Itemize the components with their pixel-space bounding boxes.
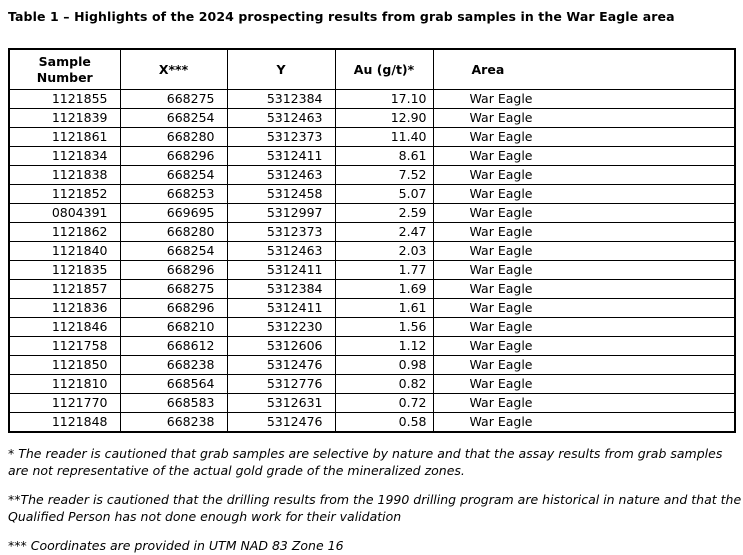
cell-area: War Eagle [433, 261, 735, 280]
footnotes-section [8, 446, 743, 555]
header-row [9, 49, 735, 90]
table-row [9, 280, 735, 299]
cell-au-grade: 17.10 [335, 90, 433, 109]
header-au-grade: Au (g/t)* [335, 49, 433, 90]
table-row [9, 242, 735, 261]
cell-x-coordinate: 668254 [120, 242, 227, 261]
cell-sample-number: 1121836 [9, 299, 120, 318]
cell-x-coordinate: 668564 [120, 375, 227, 394]
cell-x-coordinate: 668280 [120, 128, 227, 147]
footnote-grab-samples: * The reader is cautioned that grab samples are selective by nature and that the assay results from grab samples are not representative of the actual gold grade of the mineralized zones. [8, 446, 723, 478]
cell-au-grade: 5.07 [335, 185, 433, 204]
cell-area: War Eagle [433, 299, 735, 318]
table-row [9, 413, 735, 433]
table-row [9, 109, 735, 128]
footnote-coordinates: *** Coordinates are provided in UTM NAD 83 Zone 16 [8, 538, 344, 553]
cell-sample-number: 1121838 [9, 166, 120, 185]
cell-au-grade: 1.56 [335, 318, 433, 337]
cell-sample-number: 1121758 [9, 337, 120, 356]
cell-x-coordinate: 668280 [120, 223, 227, 242]
cell-sample-number: 1121770 [9, 394, 120, 413]
cell-au-grade: 1.61 [335, 299, 433, 318]
table-row [9, 147, 735, 166]
cell-au-grade: 0.98 [335, 356, 433, 375]
cell-sample-number: 1121810 [9, 375, 120, 394]
cell-y-coordinate: 5312458 [227, 185, 335, 204]
cell-y-coordinate: 5312411 [227, 299, 335, 318]
cell-area: War Eagle [433, 413, 735, 433]
header-area: Area [433, 49, 735, 90]
table-row [9, 356, 735, 375]
cell-sample-number: 1121861 [9, 128, 120, 147]
cell-sample-number: 0804391 [9, 204, 120, 223]
cell-area: War Eagle [433, 280, 735, 299]
cell-area: War Eagle [433, 356, 735, 375]
cell-sample-number: 1121834 [9, 147, 120, 166]
cell-sample-number: 1121848 [9, 413, 120, 433]
cell-x-coordinate: 668612 [120, 337, 227, 356]
cell-au-grade: 12.90 [335, 109, 433, 128]
cell-area: War Eagle [433, 337, 735, 356]
cell-sample-number: 1121855 [9, 90, 120, 109]
cell-au-grade: 2.47 [335, 223, 433, 242]
results-table [8, 48, 736, 433]
table-body [9, 90, 735, 433]
table-row [9, 90, 735, 109]
cell-x-coordinate: 668296 [120, 261, 227, 280]
cell-x-coordinate: 668254 [120, 166, 227, 185]
cell-area: War Eagle [433, 90, 735, 109]
header-x-coordinate: X*** [120, 49, 227, 90]
cell-sample-number: 1121835 [9, 261, 120, 280]
cell-sample-number: 1121840 [9, 242, 120, 261]
cell-au-grade: 1.77 [335, 261, 433, 280]
cell-y-coordinate: 5312476 [227, 356, 335, 375]
cell-y-coordinate: 5312411 [227, 261, 335, 280]
table-row [9, 337, 735, 356]
cell-y-coordinate: 5312463 [227, 166, 335, 185]
cell-x-coordinate: 669695 [120, 204, 227, 223]
cell-y-coordinate: 5312463 [227, 109, 335, 128]
cell-x-coordinate: 668275 [120, 280, 227, 299]
table-row [9, 318, 735, 337]
table-row [9, 375, 735, 394]
cell-au-grade: 8.61 [335, 147, 433, 166]
cell-au-grade: 0.82 [335, 375, 433, 394]
cell-x-coordinate: 668238 [120, 413, 227, 433]
cell-au-grade: 0.58 [335, 413, 433, 433]
cell-y-coordinate: 5312384 [227, 280, 335, 299]
table-row [9, 185, 735, 204]
cell-area: War Eagle [433, 109, 735, 128]
cell-y-coordinate: 5312631 [227, 394, 335, 413]
cell-y-coordinate: 5312384 [227, 90, 335, 109]
cell-au-grade: 2.03 [335, 242, 433, 261]
table-row [9, 204, 735, 223]
cell-x-coordinate: 668253 [120, 185, 227, 204]
table-row [9, 394, 735, 413]
cell-au-grade: 1.12 [335, 337, 433, 356]
cell-y-coordinate: 5312463 [227, 242, 335, 261]
cell-area: War Eagle [433, 147, 735, 166]
cell-y-coordinate: 5312997 [227, 204, 335, 223]
table-row [9, 223, 735, 242]
cell-x-coordinate: 668296 [120, 147, 227, 166]
cell-area: War Eagle [433, 394, 735, 413]
cell-y-coordinate: 5312776 [227, 375, 335, 394]
cell-area: War Eagle [433, 375, 735, 394]
cell-x-coordinate: 668238 [120, 356, 227, 375]
cell-y-coordinate: 5312606 [227, 337, 335, 356]
cell-x-coordinate: 668210 [120, 318, 227, 337]
cell-au-grade: 1.69 [335, 280, 433, 299]
cell-x-coordinate: 668254 [120, 109, 227, 128]
header-sample-number: Sample Number [9, 49, 120, 90]
footnote-historical-drilling: **The reader is cautioned that the drilling results from the 1990 drilling program are historical in nature and that the Qualified Person has not done enough work for their validation [8, 492, 742, 524]
cell-sample-number: 1121839 [9, 109, 120, 128]
table-row [9, 166, 735, 185]
cell-sample-number: 1121852 [9, 185, 120, 204]
cell-y-coordinate: 5312230 [227, 318, 335, 337]
cell-sample-number: 1121850 [9, 356, 120, 375]
cell-au-grade: 2.59 [335, 204, 433, 223]
cell-area: War Eagle [433, 318, 735, 337]
table-row [9, 299, 735, 318]
cell-x-coordinate: 668583 [120, 394, 227, 413]
cell-x-coordinate: 668275 [120, 90, 227, 109]
cell-au-grade: 0.72 [335, 394, 433, 413]
cell-sample-number: 1121846 [9, 318, 120, 337]
cell-area: War Eagle [433, 166, 735, 185]
table-row [9, 261, 735, 280]
cell-x-coordinate: 668296 [120, 299, 227, 318]
cell-area: War Eagle [433, 185, 735, 204]
cell-y-coordinate: 5312476 [227, 413, 335, 433]
cell-au-grade: 7.52 [335, 166, 433, 185]
cell-area: War Eagle [433, 242, 735, 261]
cell-y-coordinate: 5312411 [227, 147, 335, 166]
header-y-coordinate: Y [227, 49, 335, 90]
cell-y-coordinate: 5312373 [227, 128, 335, 147]
cell-sample-number: 1121862 [9, 223, 120, 242]
table-title: Table 1 – Highlights of the 2024 prospecting results from grab samples in the War Eagle area [8, 9, 675, 24]
cell-area: War Eagle [433, 128, 735, 147]
cell-area: War Eagle [433, 204, 735, 223]
table-row [9, 128, 735, 147]
cell-y-coordinate: 5312373 [227, 223, 335, 242]
cell-sample-number: 1121857 [9, 280, 120, 299]
cell-area: War Eagle [433, 223, 735, 242]
cell-au-grade: 11.40 [335, 128, 433, 147]
